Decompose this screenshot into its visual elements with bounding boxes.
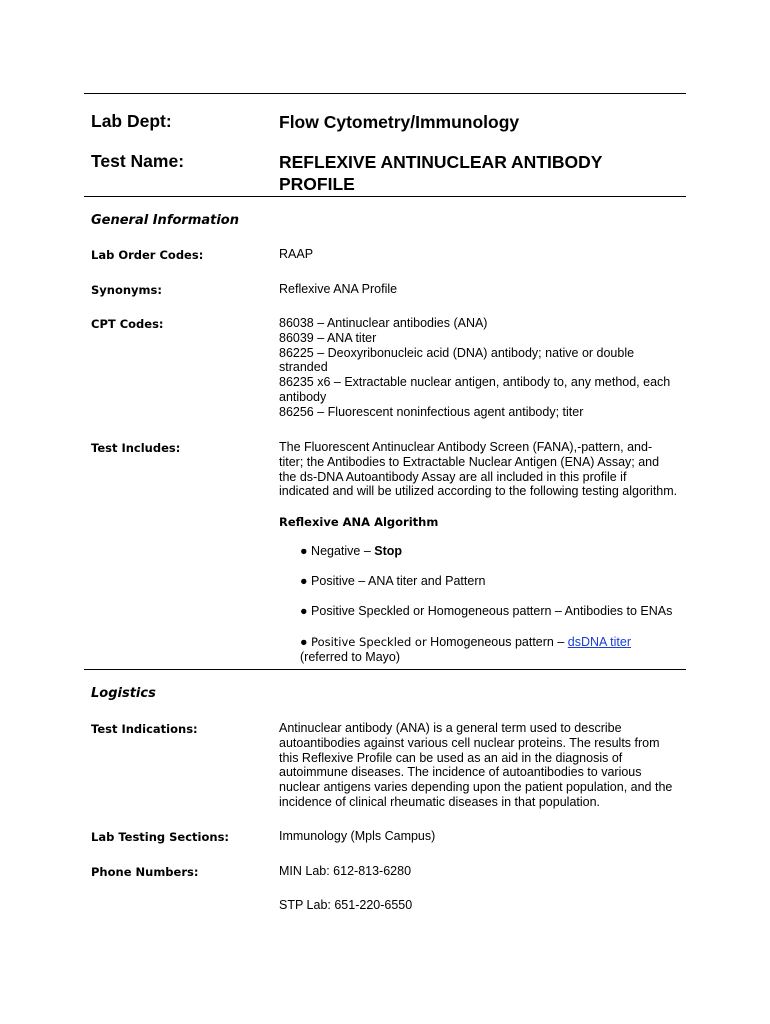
algorithm-text: Positive Speckled or — [311, 635, 427, 649]
lab-order-codes-label: Lab Order Codes: — [91, 248, 204, 262]
test-name-line2: PROFILE — [279, 174, 355, 194]
lab-order-codes-value: RAAP — [279, 247, 314, 261]
cpt-line: 86038 – Antinuclear antibodies (ANA) — [279, 316, 488, 330]
algorithm-item-positive — [300, 574, 680, 589]
indications-line: Antinuclear antibody (ANA) is a general term used to describe — [279, 721, 622, 735]
indications-line: incidence of clinical rheumatic diseases in that population. — [279, 794, 601, 809]
includes-line: indicated and will be utilized according to the following testing algorithm. — [279, 484, 678, 499]
algorithm-note: (referred to Mayo) — [300, 650, 401, 664]
lab-dept-value: Flow Cytometry/Immunology — [279, 112, 520, 132]
indications-line: autoimmune diseases. The incidence of autoantibodies to various — [279, 765, 642, 780]
section-rule — [84, 669, 686, 670]
cpt-line: 86256 – Fluorescent noninfectious agent antibody; titer — [279, 404, 584, 419]
algorithm-heading: Reflexive ANA Algorithm — [279, 515, 439, 529]
phone-min-value: MIN Lab: 612-813-6280 — [279, 864, 412, 878]
indications-line: this Reflexive Profile can be used as an aid in the diagnosis of — [279, 750, 623, 765]
includes-line: the ds-DNA Autoantibody Assay are all included in this profile if — [279, 469, 627, 484]
test-includes-value — [279, 440, 684, 499]
cpt-line: antibody — [279, 389, 327, 404]
cpt-codes-value — [279, 316, 684, 420]
test-name-line1: REFLEXIVE ANTINUCLEAR ANTIBODY — [279, 152, 603, 172]
general-info-heading: General Information — [91, 213, 239, 228]
indications-line: nuclear antigens varies depending upon the patient population, and the — [279, 780, 673, 795]
bullet-icon: ● — [300, 635, 308, 649]
algorithm-item-dsdna — [300, 635, 680, 665]
indications-line: autoantibodies against various cell nuclear proteins. The results from — [279, 735, 660, 750]
cpt-codes-label: CPT Codes: — [91, 317, 164, 331]
bullet-icon: ● — [300, 604, 308, 618]
algorithm-text: Positive – ANA titer and Pattern — [311, 574, 486, 588]
algorithm-text: Positive Speckled or Homogeneous pattern – Antibodies to ENAs — [311, 604, 673, 618]
cpt-line: 86225 – Deoxyribonucleic acid (DNA) antibody; native or double — [279, 345, 635, 360]
algorithm-text: Negative – — [311, 544, 375, 558]
includes-line: titer; the Antibodies to Extractable Nuclear Antigen (ENA) Assay; and — [279, 454, 660, 469]
algorithm-item-ena — [300, 604, 680, 619]
cpt-line: 86235 x6 – Extractable nuclear antigen, antibody to, any method, each — [279, 375, 671, 390]
algorithm-item-negative — [300, 544, 680, 559]
phone-stp-value: STP Lab: 651-220-6550 — [279, 898, 413, 912]
synonyms-label: Synonyms: — [91, 283, 162, 297]
test-name-value — [279, 151, 659, 195]
algorithm-text: Homogeneous pattern – — [426, 635, 568, 649]
lab-dept-label: Lab Dept: — [91, 111, 172, 131]
logistics-heading: Logistics — [91, 686, 156, 701]
test-includes-label: Test Includes: — [91, 441, 181, 455]
test-name-label: Test Name: — [91, 151, 185, 171]
cpt-line: stranded — [279, 360, 328, 375]
test-indications-value — [279, 721, 684, 810]
bullet-icon: ● — [300, 544, 308, 558]
algorithm-stop: Stop — [374, 544, 403, 558]
cpt-line: 86039 – ANA titer — [279, 330, 377, 345]
includes-line: The Fluorescent Antinuclear Antibody Screen (FANA),-pattern, and- — [279, 440, 653, 454]
synonyms-value: Reflexive ANA Profile — [279, 282, 398, 296]
bullet-icon: ● — [300, 574, 308, 588]
header-rule — [84, 196, 686, 197]
dsdna-titer-link[interactable]: dsDNA titer — [567, 635, 631, 649]
lab-testing-sections-value: Immunology (Mpls Campus) — [279, 829, 436, 843]
phone-numbers-label: Phone Numbers: — [91, 865, 199, 879]
test-indications-label: Test Indications: — [91, 722, 198, 736]
lab-testing-sections-label: Lab Testing Sections: — [91, 830, 230, 844]
top-rule — [84, 93, 686, 94]
